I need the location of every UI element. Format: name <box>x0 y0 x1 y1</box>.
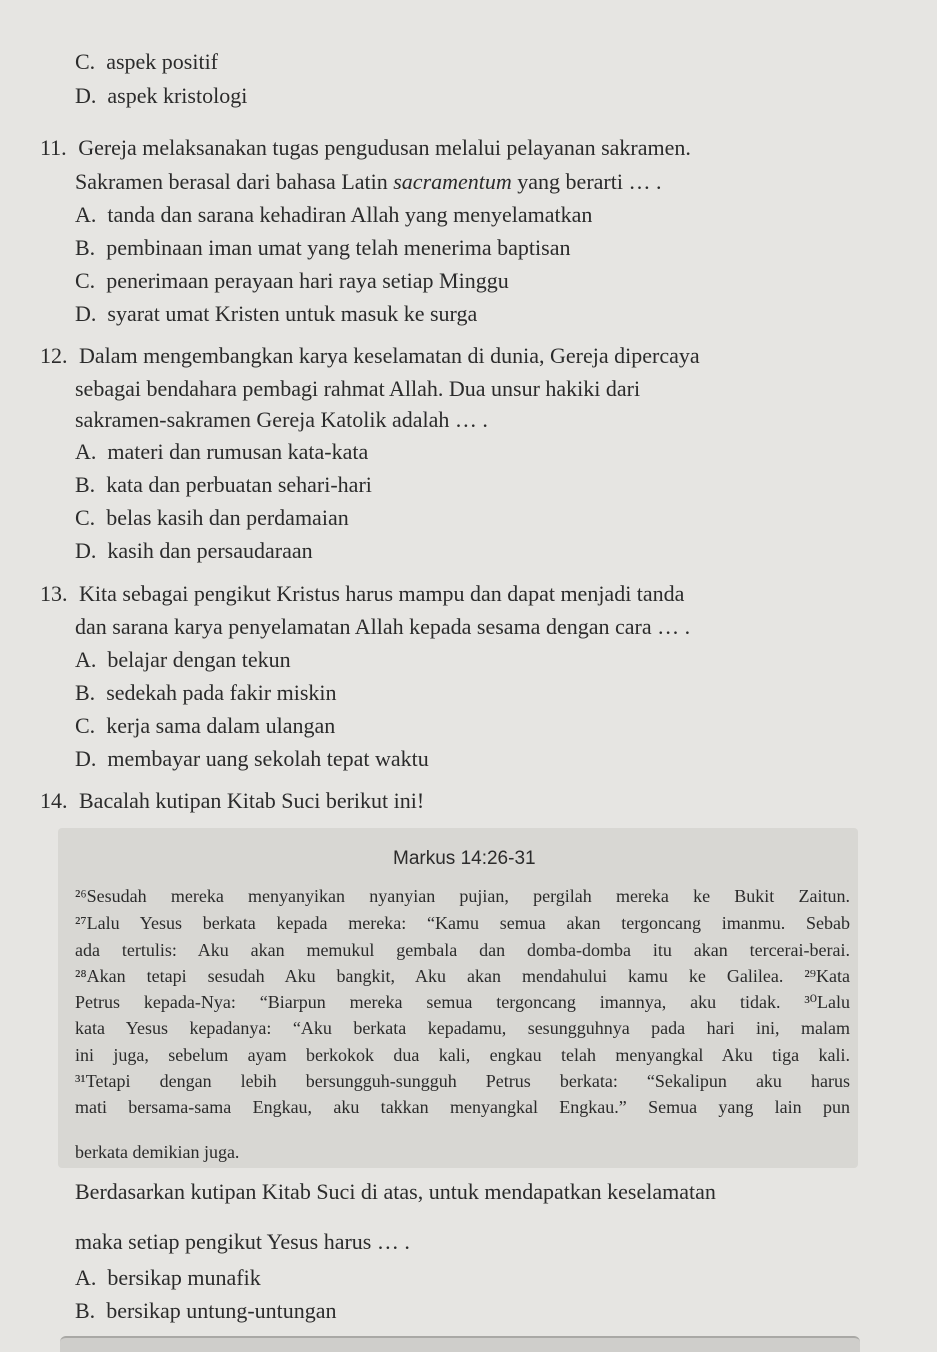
passage-line: kata Yesus kepadanya: “Aku berkata kepadamu, sesungguhnya pada hari ini, malam <box>75 1018 850 1038</box>
option-text: aspek positif <box>106 49 219 74</box>
passage-line: ³¹Tetapi dengan lebih bersungguh-sungguh Petrus berkata: “Sekalipun aku harus <box>75 1071 850 1091</box>
question-text: Bacalah kutipan Kitab Suci berikut ini! <box>79 788 425 813</box>
q11-option-d: D. syarat umat Kristen untuk masuk ke surga <box>75 301 478 326</box>
question-14 <box>40 786 424 816</box>
passage-line: ²⁷Lalu Yesus berkata kepada mereka: “Kamu semua akan tergoncang imanmu. Sebab <box>75 913 850 933</box>
question-13-line-2: dan sarana karya penyelamatan Allah kepada sesama dengan cara … . <box>75 614 691 639</box>
passage-title: Markus 14:26-31 <box>393 848 536 869</box>
q14-option-a: A. bersikap munafik <box>75 1265 261 1290</box>
question-number: 11. <box>40 135 67 160</box>
passage-line: ini juga, sebelum ayam berkokok dua kali, engkau telah menyangkal Aku tiga kali. <box>75 1045 850 1065</box>
option-letter: D. <box>75 83 97 108</box>
question-14-prompt-1: Berdasarkan kutipan Kitab Suci di atas, untuk mendapatkan keselamatan <box>75 1179 716 1204</box>
passage-line: ada tertulis: Aku akan memukul gembala dan domba-domba itu akan tercerai-berai. <box>75 940 850 960</box>
q12-option-b: B. kata dan perbuatan sehari-hari <box>75 472 372 497</box>
option-letter: C. <box>75 49 96 74</box>
latin-term: sacramentum <box>393 169 512 194</box>
question-11-line-2: Sakramen berasal dari bahasa Latin sacramentum yang berarti … . <box>75 169 662 194</box>
q13-option-a: A. belajar dengan tekun <box>75 647 291 672</box>
question-12-line-2: sebagai bendahara pembagi rahmat Allah. Dua unsur hakiki dari <box>75 376 641 401</box>
option-c <box>75 47 218 77</box>
q14-option-b: B. bersikap untung-untungan <box>75 1298 337 1323</box>
q11-option-c: C. penerimaan perayaan hari raya setiap Minggu <box>75 268 509 293</box>
q13-option-c: C. kerja sama dalam ulangan <box>75 713 336 738</box>
question-number: 14. <box>40 788 68 813</box>
q12-option-a: A. materi dan rumusan kata-kata <box>75 439 369 464</box>
question-12 <box>40 341 700 371</box>
page-bottom-edge <box>60 1336 860 1352</box>
question-14-prompt-2: maka setiap pengikut Yesus harus … . <box>75 1229 410 1254</box>
passage-line: berkata demikian juga. <box>75 1142 240 1162</box>
passage-line: ²⁶Sesudah mereka menyanyikan nyanyian pujian, pergilah mereka ke Bukit Zaitun. <box>75 886 850 906</box>
question-12-line-3: sakramen-sakramen Gereja Katolik adalah … . <box>75 407 488 432</box>
question-text: Dalam mengembangkan karya keselamatan di dunia, Gereja dipercaya <box>79 343 700 368</box>
q11-option-a: A. tanda dan sarana kehadiran Allah yang menyelamatkan <box>75 202 593 227</box>
option-text: aspek kristologi <box>107 83 248 108</box>
question-11 <box>40 133 691 163</box>
option-d <box>75 81 247 111</box>
question-text: Kita sebagai pengikut Kristus harus mampu dan dapat menjadi tanda <box>79 581 685 606</box>
passage-line: ²⁸Akan tetapi sesudah Aku bangkit, Aku akan mendahului kamu ke Galilea. ²⁹Kata <box>75 966 850 986</box>
q12-option-c: C. belas kasih dan perdamaian <box>75 505 349 530</box>
question-text: Gereja melaksanakan tugas pengudusan melalui pelayanan sakramen. <box>78 135 691 160</box>
passage-line: mati bersama-sama Engkau, aku takkan menyangkal Engkau.” Semua yang lain pun <box>75 1097 850 1117</box>
q13-option-b: B. sedekah pada fakir miskin <box>75 680 337 705</box>
q12-option-d: D. kasih dan persaudaraan <box>75 538 313 563</box>
question-13 <box>40 579 684 609</box>
question-number: 12. <box>40 343 68 368</box>
q11-option-b: B. pembinaan iman umat yang telah menerima baptisan <box>75 235 571 260</box>
passage-line: Petrus kepada-Nya: “Biarpun mereka semua tergoncang imannya, aku tidak. ³⁰Lalu <box>75 992 850 1012</box>
question-number: 13. <box>40 581 68 606</box>
q13-option-d: D. membayar uang sekolah tepat waktu <box>75 746 429 771</box>
